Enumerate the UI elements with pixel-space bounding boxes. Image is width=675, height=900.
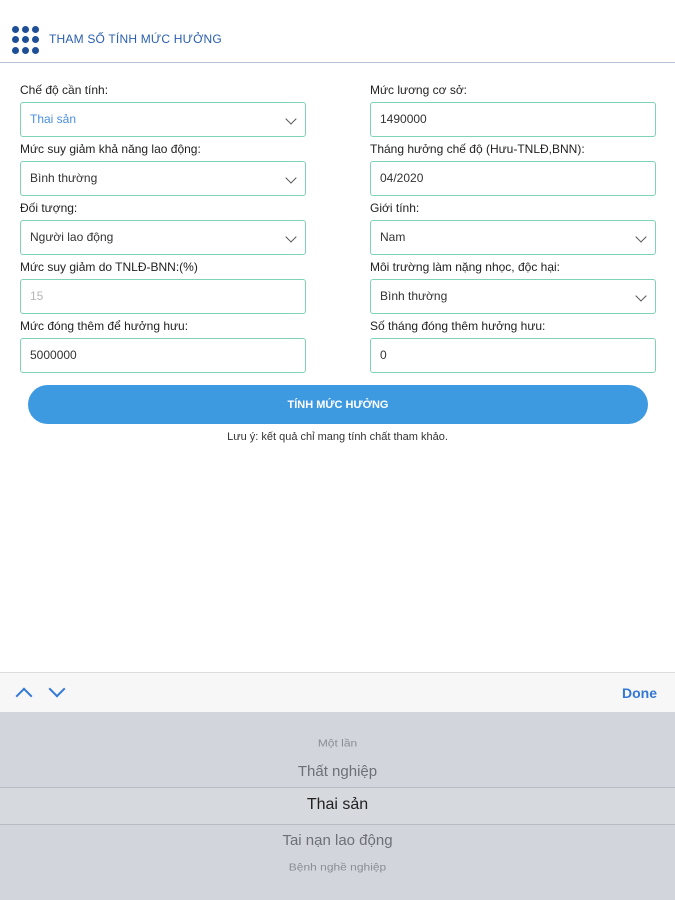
chevron-down-icon <box>285 113 296 124</box>
muc-dong-them-value: 5000000 <box>30 348 77 362</box>
page-title: THAM SỐ TÍNH MỨC HƯỞNG <box>49 32 222 46</box>
picker-option[interactable]: Một lần <box>317 737 358 749</box>
picker-option[interactable]: Thất nghiệp <box>297 763 378 780</box>
muc-luong-value: 1490000 <box>380 112 427 126</box>
muc-luong-input[interactable] <box>370 102 656 137</box>
che-do-label: Chế độ cần tính: <box>20 83 109 97</box>
muc-luong-label: Mức lương cơ sở: <box>370 83 468 97</box>
moi-truong-field <box>370 259 656 314</box>
thang-huong-field <box>370 141 656 196</box>
suy-giam-tnld-placeholder: 15 <box>30 289 44 303</box>
doi-tuong-label: Đối tượng: <box>20 201 78 215</box>
suy-giam-tnld-input[interactable] <box>20 279 306 314</box>
gioi-tinh-select[interactable] <box>370 220 656 255</box>
apps-grid-icon[interactable] <box>12 26 40 54</box>
suy-giam-kha-nang-select[interactable] <box>20 161 306 196</box>
picker-option[interactable]: Tai nạn lao động <box>282 832 393 849</box>
picker-option[interactable]: Bệnh nghề nghiệp <box>288 861 387 873</box>
doi-tuong-field <box>20 200 306 255</box>
doi-tuong-value: Người lao động <box>30 230 114 244</box>
gioi-tinh-label: Giới tính: <box>370 201 420 215</box>
che-do-select[interactable] <box>20 102 306 137</box>
gioi-tinh-value: Nam <box>380 230 406 244</box>
so-thang-dong-them-input[interactable] <box>370 338 656 373</box>
picker-option-selected[interactable]: Thai sản <box>306 796 369 813</box>
moi-truong-value: Bình thường <box>380 289 448 303</box>
thang-huong-label: Tháng hưởng chế độ (Hưu-TNLĐ,BNN): <box>370 142 585 156</box>
so-thang-dong-them-field <box>370 318 656 373</box>
calculate-button[interactable]: TÍNH MỨC HƯỞNG <box>28 385 648 424</box>
chevron-down-icon <box>285 172 296 183</box>
chevron-down-icon <box>635 231 646 242</box>
moi-truong-select[interactable] <box>370 279 656 314</box>
suy-giam-kha-nang-label: Mức suy giảm khả năng lao động: <box>20 142 201 156</box>
doi-tuong-select[interactable] <box>20 220 306 255</box>
keyboard-toolbar <box>0 672 675 713</box>
suy-giam-kha-nang-field <box>20 141 306 196</box>
suy-giam-tnld-field <box>20 259 306 314</box>
muc-dong-them-field <box>20 318 306 373</box>
so-thang-dong-them-label: Số tháng đóng thêm hưởng hưu: <box>370 319 546 333</box>
che-do-field <box>20 82 306 137</box>
chevron-down-icon <box>635 290 646 301</box>
muc-dong-them-input[interactable] <box>20 338 306 373</box>
muc-dong-them-label: Mức đóng thêm để hưởng hưu: <box>20 319 189 333</box>
app-header <box>0 0 675 63</box>
chevron-up-icon[interactable] <box>16 688 33 705</box>
chevron-down-icon[interactable] <box>49 681 66 698</box>
moi-truong-label: Môi trường làm nặng nhọc, độc hại: <box>370 260 561 274</box>
option-picker[interactable] <box>0 712 675 900</box>
che-do-value: Thai sản <box>30 112 77 126</box>
suy-giam-kha-nang-value: Bình thường <box>30 171 98 185</box>
thang-huong-input[interactable] <box>370 161 656 196</box>
done-button[interactable]: Done <box>622 685 657 701</box>
muc-luong-field <box>370 82 656 137</box>
suy-giam-tnld-label: Mức suy giảm do TNLĐ-BNN:(%) <box>20 260 198 274</box>
chevron-down-icon <box>285 231 296 242</box>
disclaimer-note: Lưu ý: kết quả chỉ mang tính chất tham khảo. <box>227 431 448 443</box>
gioi-tinh-field <box>370 200 656 255</box>
thang-huong-value: 04/2020 <box>380 171 424 185</box>
so-thang-dong-them-value: 0 <box>380 348 387 362</box>
